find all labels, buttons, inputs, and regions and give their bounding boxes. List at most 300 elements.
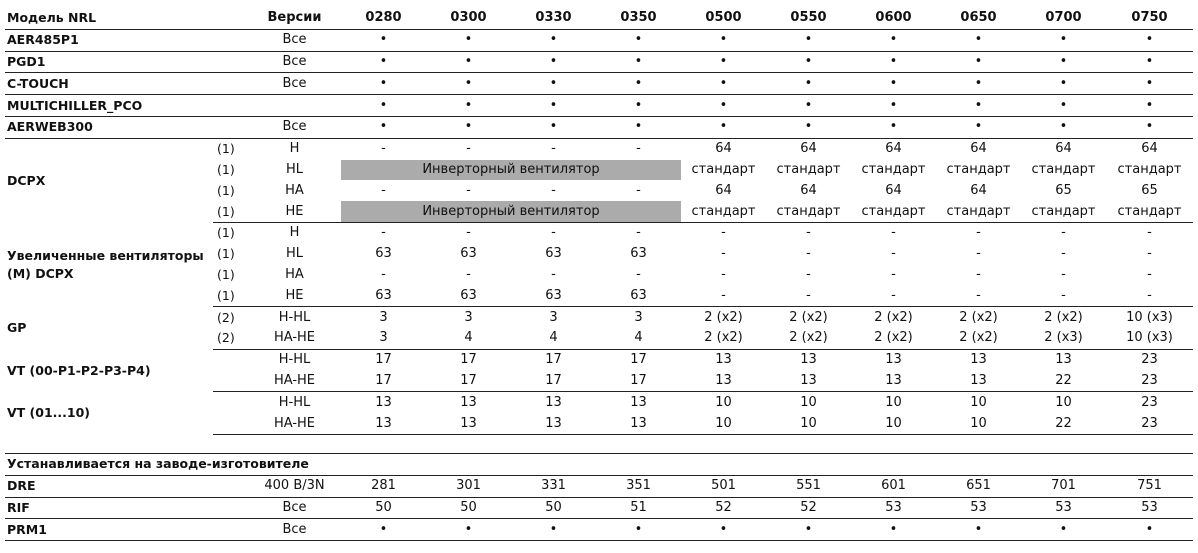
value-cell: • xyxy=(341,116,426,138)
value-cell: • xyxy=(341,73,426,95)
header-size: 0750 xyxy=(1106,8,1193,29)
version-cell: HA-HE xyxy=(248,371,341,392)
value-cell: 53 xyxy=(851,497,936,519)
accessory-name: AER485P1 xyxy=(5,29,213,51)
factory-title-row xyxy=(5,453,1193,475)
value-cell: • xyxy=(511,73,596,95)
value-cell: 64 xyxy=(715,182,732,198)
value-cell: 2 (x2) xyxy=(704,309,743,325)
value-cell: - xyxy=(721,225,726,241)
note-cell: (1) xyxy=(213,285,248,306)
value-cell: 64 xyxy=(715,141,732,157)
value-cell: стандарт xyxy=(691,161,756,177)
group-name: VT (01...10) xyxy=(7,405,91,421)
value-cell: - xyxy=(466,266,471,282)
value-cell: • xyxy=(851,519,936,541)
value-cell: - xyxy=(891,246,896,262)
value-cell: - xyxy=(976,266,981,282)
value-cell: - xyxy=(636,266,641,282)
version-cell: H xyxy=(289,141,300,157)
value-cell: 3 xyxy=(634,309,643,325)
value-cell: 10 xyxy=(800,394,817,410)
value-cell: • xyxy=(766,519,851,541)
version-cell: HA xyxy=(285,182,304,198)
value-cell: - xyxy=(1147,225,1152,241)
value-cell: - xyxy=(466,182,471,198)
note-cell xyxy=(213,497,248,519)
value-cell: • xyxy=(341,95,426,117)
value-cell: 23 xyxy=(1106,413,1193,434)
value-cell: 13 xyxy=(426,413,511,434)
value-cell: стандарт xyxy=(776,161,841,177)
value-cell: - xyxy=(891,266,896,282)
value-cell: • xyxy=(1106,95,1193,117)
value-cell: - xyxy=(551,141,556,157)
value-cell: 13 xyxy=(596,413,681,434)
group-row xyxy=(5,349,1193,370)
value-cell: 64 xyxy=(800,182,817,198)
value-cell: 17 xyxy=(460,352,477,368)
header-size: 0500 xyxy=(681,8,766,29)
value-cell: 22 xyxy=(1021,371,1106,392)
value-cell: - xyxy=(1147,246,1152,262)
value-cell: - xyxy=(806,266,811,282)
note-cell: (1) xyxy=(217,161,235,177)
value-cell: 13 xyxy=(630,394,647,410)
value-cell: 65 xyxy=(1055,182,1072,198)
value-cell: - xyxy=(381,266,386,282)
value-cell: 64 xyxy=(1141,141,1158,157)
inverter-fan-label: Инверторный вентилятор xyxy=(341,201,681,222)
value-cell: 23 xyxy=(1106,371,1193,392)
value-cell: - xyxy=(766,285,851,306)
value-cell: • xyxy=(1106,116,1193,138)
value-cell: 13 xyxy=(885,352,902,368)
value-cell: 13 xyxy=(970,352,987,368)
value-cell: • xyxy=(511,29,596,51)
header-row xyxy=(5,8,1193,29)
note-cell: (2) xyxy=(217,309,235,325)
inverter-fan-label: Инверторный вентилятор xyxy=(341,160,681,181)
accessory-row xyxy=(5,95,1193,117)
value-cell: 17 xyxy=(341,371,426,392)
value-cell: - xyxy=(1106,285,1193,306)
value-cell: 10 xyxy=(885,394,902,410)
value-cell: 501 xyxy=(681,475,766,497)
value-cell: 50 xyxy=(511,497,596,519)
header-size: 0280 xyxy=(341,8,426,29)
value-cell: - xyxy=(551,182,556,198)
value-cell: - xyxy=(976,225,981,241)
value-cell: 10 xyxy=(970,394,987,410)
value-cell: 63 xyxy=(375,246,392,262)
version-cell: H-HL xyxy=(278,309,311,325)
version-cell: HA-HE xyxy=(248,328,341,349)
value-cell: стандарт xyxy=(936,201,1021,222)
value-cell: • xyxy=(936,29,1021,51)
value-cell: • xyxy=(1106,73,1193,95)
value-cell: 10 xyxy=(715,394,732,410)
value-cell: • xyxy=(766,116,851,138)
value-cell: стандарт xyxy=(766,201,851,222)
value-cell: - xyxy=(636,225,641,241)
version-cell: HA xyxy=(285,266,304,282)
value-cell: 17 xyxy=(630,352,647,368)
value-cell: • xyxy=(1021,95,1106,117)
note-cell: (1) xyxy=(217,141,235,157)
value-cell: • xyxy=(1106,519,1193,541)
group-row xyxy=(5,222,1193,243)
accessory-compatibility-table xyxy=(5,8,1193,541)
value-cell: 22 xyxy=(1021,413,1106,434)
version-cell: HE xyxy=(248,285,341,306)
value-cell: • xyxy=(596,73,681,95)
accessory-row xyxy=(5,29,1193,51)
value-cell: 10 (x3) xyxy=(1106,328,1193,349)
version-cell: HL xyxy=(285,246,304,262)
value-cell: 64 xyxy=(970,182,987,198)
value-cell: • xyxy=(936,73,1021,95)
note-cell xyxy=(213,73,248,95)
accessory-compatibility-table-wrapper xyxy=(5,8,1193,541)
group-name: Увеличенные вентиляторы (M) DCPX xyxy=(7,247,204,281)
value-cell: - xyxy=(721,266,726,282)
value-cell: 13 xyxy=(766,371,851,392)
note-cell xyxy=(213,392,248,413)
factory-item-name: DRE xyxy=(5,475,213,497)
value-cell: • xyxy=(681,519,766,541)
value-cell: 17 xyxy=(511,371,596,392)
value-cell: 63 xyxy=(511,285,596,306)
value-cell: • xyxy=(426,519,511,541)
value-cell: 2 (x2) xyxy=(851,328,936,349)
group-name: GP xyxy=(7,319,27,335)
value-cell: • xyxy=(851,29,936,51)
factory-item-name: PRM1 xyxy=(5,519,213,541)
value-cell: 13 xyxy=(681,371,766,392)
value-cell: 551 xyxy=(766,475,851,497)
value-cell: - xyxy=(721,246,726,262)
accessory-name: PGD1 xyxy=(5,51,213,73)
value-cell: - xyxy=(551,225,556,241)
value-cell: 651 xyxy=(936,475,1021,497)
header-size: 0350 xyxy=(596,8,681,29)
version-cell: Все xyxy=(248,29,341,51)
value-cell: 3 xyxy=(379,309,388,325)
note-cell: (1) xyxy=(217,225,235,241)
value-cell: • xyxy=(596,29,681,51)
note-cell: (1) xyxy=(217,246,235,262)
value-cell: 2 (x2) xyxy=(959,309,998,325)
value-cell: • xyxy=(766,51,851,73)
value-cell: • xyxy=(426,51,511,73)
header-size: 0600 xyxy=(851,8,936,29)
value-cell: • xyxy=(936,519,1021,541)
value-cell: - xyxy=(1147,266,1152,282)
version-cell: HL xyxy=(285,161,304,177)
value-cell: - xyxy=(936,285,1021,306)
accessory-row xyxy=(5,73,1193,95)
value-cell: • xyxy=(851,95,936,117)
value-cell: 10 xyxy=(766,413,851,434)
header-model: Модель NRL xyxy=(5,8,213,29)
value-cell: - xyxy=(381,225,386,241)
version-cell: H-HL xyxy=(278,394,311,410)
value-cell: стандарт xyxy=(1031,161,1096,177)
value-cell: 63 xyxy=(545,246,562,262)
header-size: 0550 xyxy=(766,8,851,29)
value-cell: 63 xyxy=(630,246,647,262)
factory-item-name: RIF xyxy=(5,497,213,519)
value-cell: 51 xyxy=(596,497,681,519)
value-cell: • xyxy=(681,73,766,95)
version-cell: Все xyxy=(248,497,341,519)
value-cell: 52 xyxy=(766,497,851,519)
value-cell: 701 xyxy=(1021,475,1106,497)
version-cell: 400 В/3N xyxy=(248,475,341,497)
value-cell: стандарт xyxy=(681,201,766,222)
value-cell: • xyxy=(511,116,596,138)
value-cell: 50 xyxy=(426,497,511,519)
value-cell: 64 xyxy=(970,141,987,157)
value-cell: - xyxy=(1061,246,1066,262)
header-size: 0650 xyxy=(936,8,1021,29)
value-cell: - xyxy=(891,225,896,241)
value-cell: - xyxy=(806,225,811,241)
value-cell: • xyxy=(1021,73,1106,95)
value-cell: 23 xyxy=(1141,352,1158,368)
value-cell: 13 xyxy=(341,413,426,434)
value-cell: стандарт xyxy=(1117,161,1182,177)
version-cell: Все xyxy=(248,73,341,95)
value-cell: - xyxy=(1021,285,1106,306)
note-cell xyxy=(213,29,248,51)
header-size: 0300 xyxy=(426,8,511,29)
value-cell: • xyxy=(1021,51,1106,73)
value-cell: 13 xyxy=(715,352,732,368)
value-cell: 2 (x2) xyxy=(1044,309,1083,325)
value-cell: • xyxy=(681,116,766,138)
value-cell: 13 xyxy=(851,371,936,392)
value-cell: 63 xyxy=(460,246,477,262)
value-cell: 10 xyxy=(936,413,1021,434)
value-cell: 13 xyxy=(375,394,392,410)
value-cell: 64 xyxy=(885,182,902,198)
value-cell: 53 xyxy=(936,497,1021,519)
version-cell: HE xyxy=(248,201,341,222)
value-cell: 13 xyxy=(511,413,596,434)
value-cell: • xyxy=(851,73,936,95)
value-cell: • xyxy=(766,29,851,51)
group-name: VT (00-P1-P2-P3-P4) xyxy=(7,362,151,378)
value-cell: • xyxy=(681,95,766,117)
group-name: DCPX xyxy=(7,172,46,188)
value-cell: 10 (x3) xyxy=(1126,309,1173,325)
version-cell: Все xyxy=(248,519,341,541)
value-cell: 2 (x3) xyxy=(1021,328,1106,349)
value-cell: - xyxy=(381,141,386,157)
header-version: Версии xyxy=(248,8,341,29)
value-cell: 17 xyxy=(375,352,392,368)
note-cell xyxy=(213,413,248,434)
note-cell: (2) xyxy=(213,328,248,349)
note-cell: (1) xyxy=(217,182,235,198)
value-cell: 53 xyxy=(1106,497,1193,519)
value-cell: 10 xyxy=(1055,394,1072,410)
value-cell: 4 xyxy=(511,328,596,349)
value-cell: • xyxy=(341,519,426,541)
value-cell: 17 xyxy=(596,371,681,392)
version-cell: Все xyxy=(248,51,341,73)
value-cell: 601 xyxy=(851,475,936,497)
value-cell: - xyxy=(1061,225,1066,241)
accessory-name: C-TOUCH xyxy=(5,73,213,95)
value-cell: • xyxy=(1106,29,1193,51)
value-cell: 3 xyxy=(341,328,426,349)
spacer-cell xyxy=(5,434,1193,453)
value-cell: - xyxy=(976,246,981,262)
factory-row xyxy=(5,475,1193,497)
value-cell: - xyxy=(381,182,386,198)
accessory-name: MULTICHILLER_PCO xyxy=(5,95,213,117)
value-cell: 13 xyxy=(800,352,817,368)
value-cell: • xyxy=(596,116,681,138)
value-cell: • xyxy=(511,51,596,73)
note-cell xyxy=(213,51,248,73)
group-row xyxy=(5,138,1193,159)
value-cell: - xyxy=(466,141,471,157)
value-cell: • xyxy=(511,95,596,117)
value-cell: • xyxy=(511,519,596,541)
group-row xyxy=(5,307,1193,328)
value-cell: • xyxy=(426,73,511,95)
note-cell xyxy=(213,116,248,138)
value-cell: 17 xyxy=(545,352,562,368)
value-cell: - xyxy=(681,285,766,306)
value-cell: 2 (x2) xyxy=(681,328,766,349)
factory-row xyxy=(5,519,1193,541)
value-cell: - xyxy=(636,141,641,157)
value-cell: • xyxy=(1021,116,1106,138)
value-cell: 64 xyxy=(800,141,817,157)
value-cell: 63 xyxy=(341,285,426,306)
value-cell: - xyxy=(466,225,471,241)
spacer-row xyxy=(5,434,1193,453)
value-cell: 13 xyxy=(936,371,1021,392)
note-cell xyxy=(213,519,248,541)
value-cell: • xyxy=(936,116,1021,138)
value-cell: 64 xyxy=(885,141,902,157)
value-cell: 65 xyxy=(1141,182,1158,198)
value-cell: • xyxy=(596,519,681,541)
version-cell xyxy=(248,95,341,117)
value-cell: стандарт xyxy=(851,201,936,222)
version-cell: Все xyxy=(248,116,341,138)
value-cell: 64 xyxy=(1055,141,1072,157)
value-cell: 52 xyxy=(681,497,766,519)
value-cell: 10 xyxy=(681,413,766,434)
value-cell: • xyxy=(1021,29,1106,51)
note-cell xyxy=(213,475,248,497)
value-cell: 13 xyxy=(545,394,562,410)
value-cell: • xyxy=(681,29,766,51)
value-cell: • xyxy=(341,29,426,51)
value-cell: 301 xyxy=(426,475,511,497)
value-cell: 331 xyxy=(511,475,596,497)
note-cell: (1) xyxy=(217,266,235,282)
accessory-row xyxy=(5,51,1193,73)
value-cell: • xyxy=(426,29,511,51)
value-cell: • xyxy=(596,51,681,73)
note-cell xyxy=(213,349,248,370)
value-cell: • xyxy=(596,95,681,117)
value-cell: 13 xyxy=(460,394,477,410)
factory-row xyxy=(5,497,1193,519)
value-cell: 63 xyxy=(426,285,511,306)
version-cell: H xyxy=(289,225,300,241)
value-cell: 10 xyxy=(851,413,936,434)
note-cell xyxy=(213,95,248,117)
value-cell: 2 (x2) xyxy=(789,309,828,325)
value-cell: 23 xyxy=(1141,394,1158,410)
value-cell: 4 xyxy=(426,328,511,349)
value-cell: • xyxy=(426,95,511,117)
accessory-name: AERWEB300 xyxy=(5,116,213,138)
value-cell: 2 (x2) xyxy=(874,309,913,325)
value-cell: - xyxy=(1061,266,1066,282)
value-cell: - xyxy=(551,266,556,282)
value-cell: 63 xyxy=(596,285,681,306)
value-cell: стандарт xyxy=(861,161,926,177)
value-cell: • xyxy=(1021,519,1106,541)
note-cell xyxy=(213,371,248,392)
value-cell: 3 xyxy=(549,309,558,325)
value-cell: • xyxy=(936,95,1021,117)
factory-title: Устанавливается на заводе-изготовителе xyxy=(5,453,1193,475)
value-cell: 17 xyxy=(426,371,511,392)
note-cell: (1) xyxy=(213,201,248,222)
value-cell: 281 xyxy=(341,475,426,497)
value-cell: 751 xyxy=(1106,475,1193,497)
header-size: 0330 xyxy=(511,8,596,29)
version-cell: HA-HE xyxy=(248,413,341,434)
group-row xyxy=(5,392,1193,413)
value-cell: • xyxy=(936,51,1021,73)
value-cell: • xyxy=(1106,51,1193,73)
value-cell: - xyxy=(636,182,641,198)
value-cell: 4 xyxy=(596,328,681,349)
header-size: 0700 xyxy=(1021,8,1106,29)
value-cell: 13 xyxy=(1055,352,1072,368)
value-cell: 2 (x2) xyxy=(936,328,1021,349)
accessory-row xyxy=(5,116,1193,138)
value-cell: • xyxy=(766,73,851,95)
version-cell: H-HL xyxy=(278,352,311,368)
value-cell: • xyxy=(851,116,936,138)
value-cell: 53 xyxy=(1021,497,1106,519)
value-cell: • xyxy=(341,51,426,73)
value-cell: • xyxy=(851,51,936,73)
value-cell: стандарт xyxy=(1021,201,1106,222)
value-cell: - xyxy=(851,285,936,306)
header-note xyxy=(213,8,248,29)
value-cell: - xyxy=(806,246,811,262)
value-cell: • xyxy=(681,51,766,73)
value-cell: стандарт xyxy=(946,161,1011,177)
value-cell: 3 xyxy=(464,309,473,325)
value-cell: 2 (x2) xyxy=(766,328,851,349)
value-cell: стандарт xyxy=(1106,201,1193,222)
